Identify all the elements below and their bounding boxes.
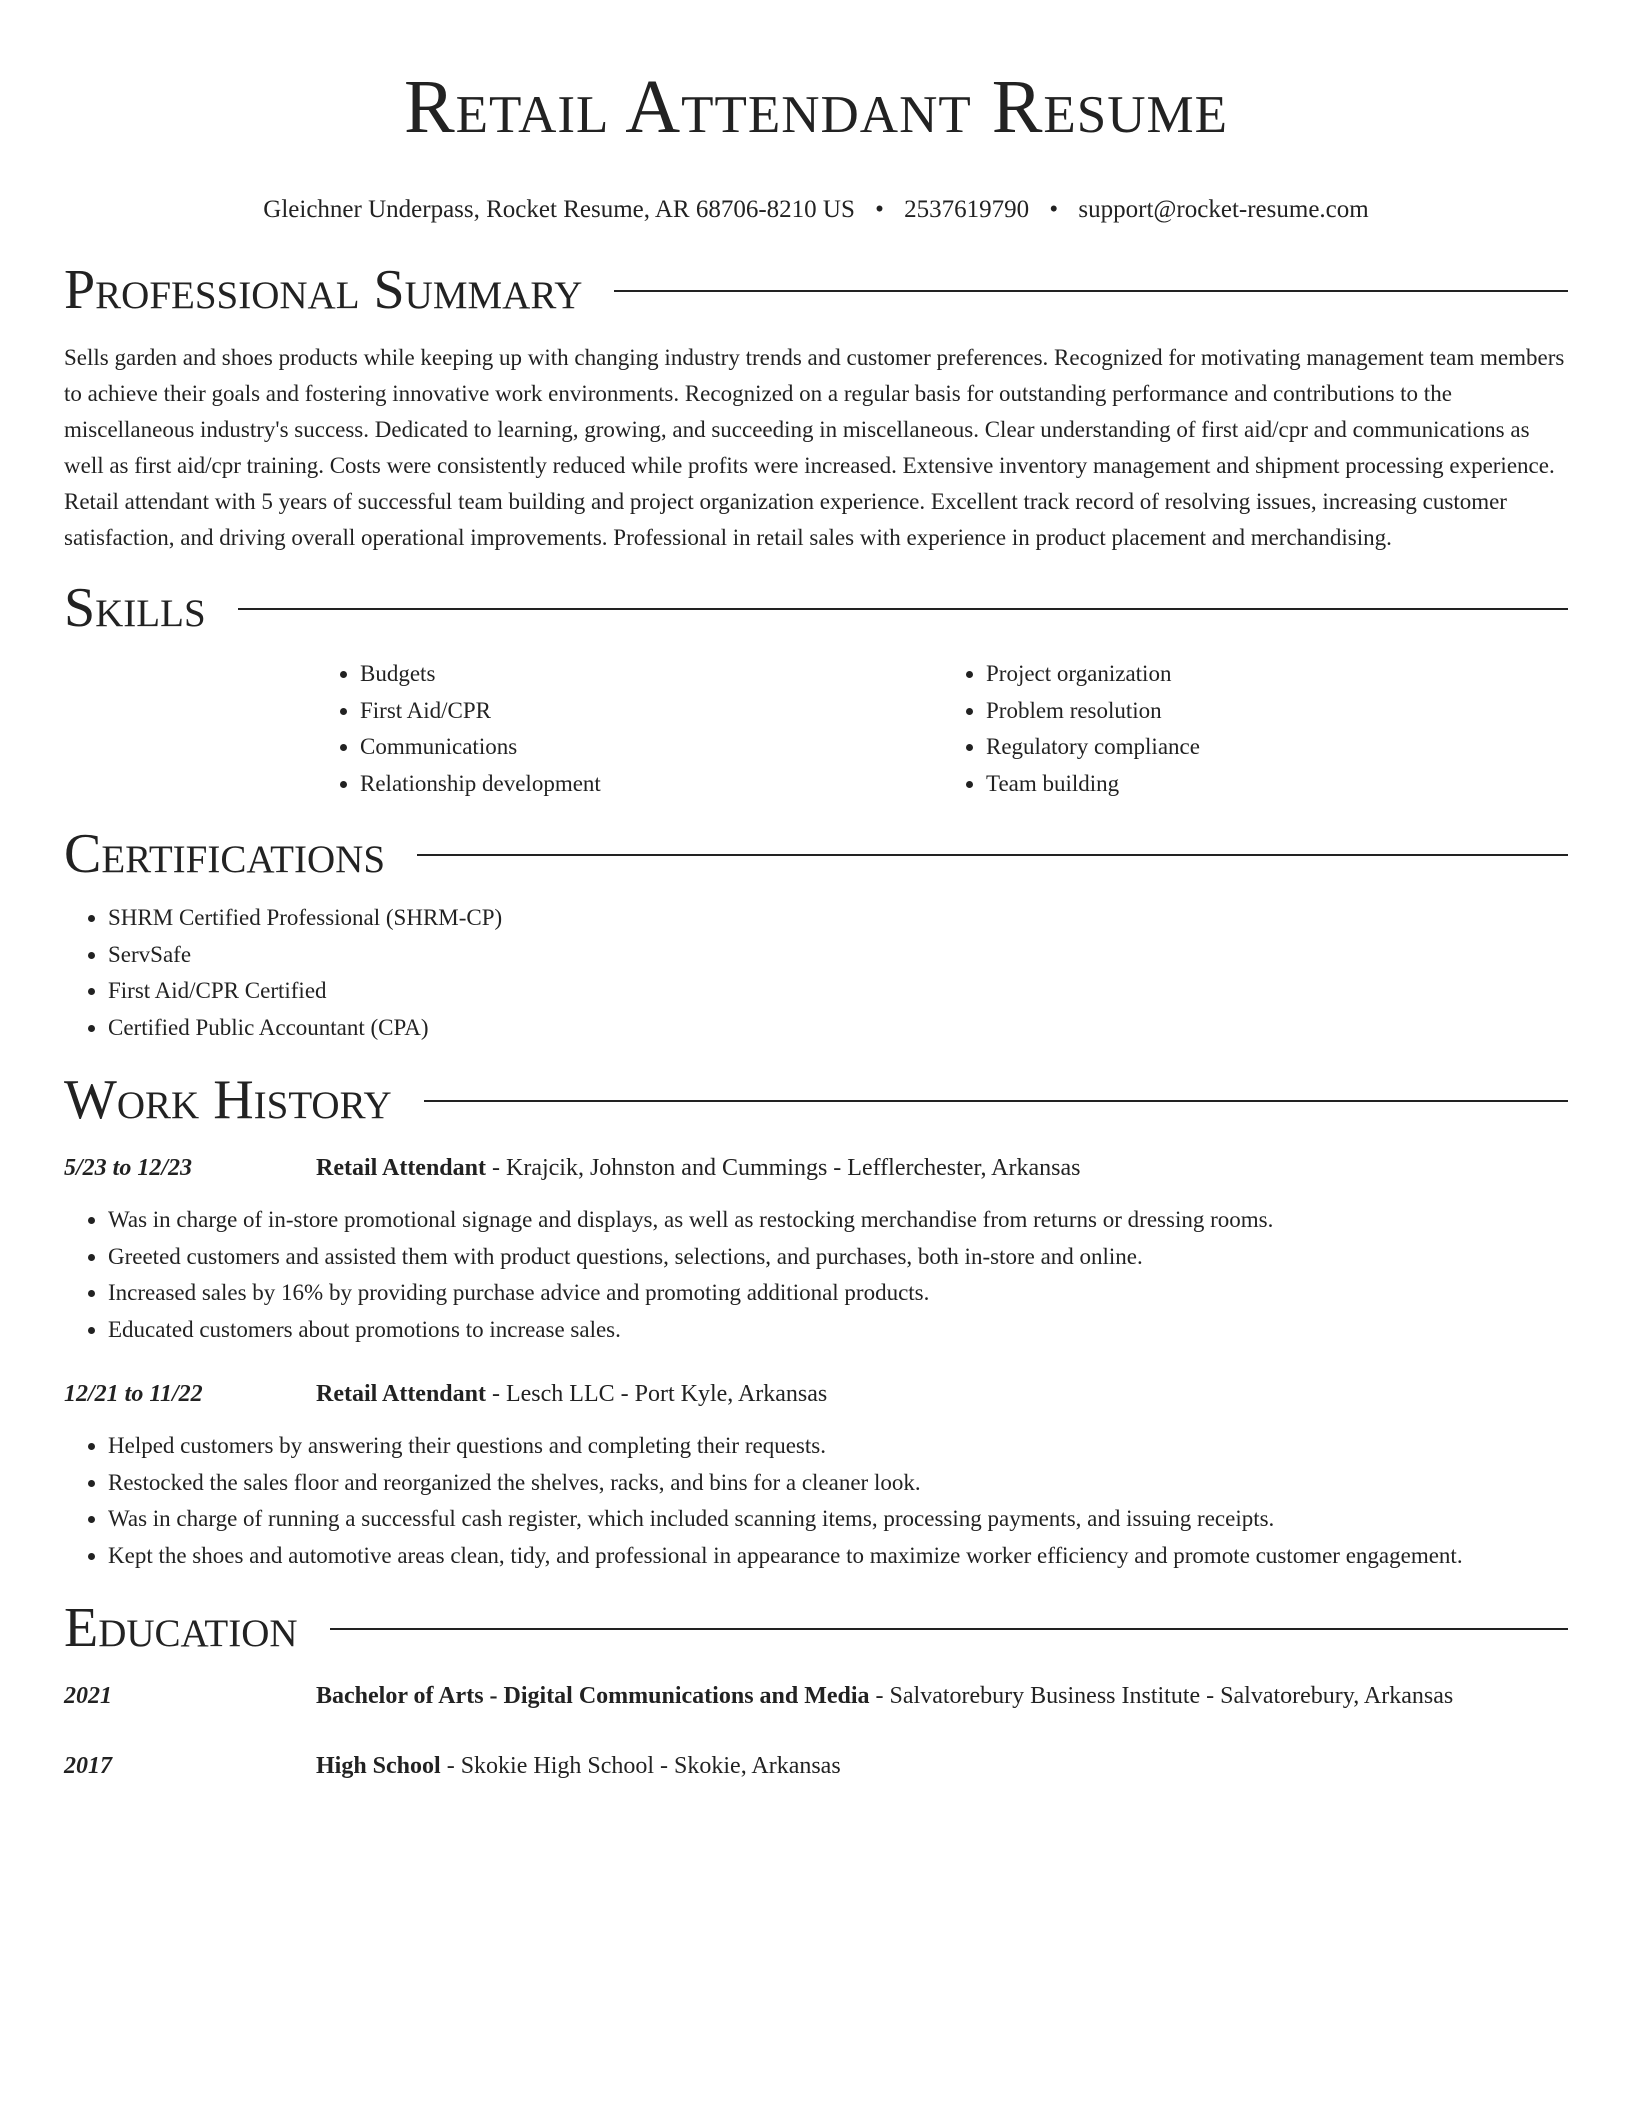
email: support@rocket-resume.com [1078, 196, 1369, 223]
education-degree: High School [316, 1753, 441, 1779]
summary-text: Sells garden and shoes products while keeping up with changing industry trends and customer preferences. Recognized for motivating management team members to achieve their goals and fostering innovative work environments. Recognized on a regular basis for outstanding performance and contributions to the miscellaneous industry's success. Dedicated to learning, growing, and succeeding in miscellaneous. Clear understanding of first aid/cpr and communications as well as first aid/cpr training. Costs were consistently reduced while profits were increased. Extensive inventory management and shipment processing experience. Retail attendant with 5 years of successful team building and project organization experience. Excellent track record of resolving issues, increasing customer satisfaction, and driving overall operational improvements. Professional in retail sales with experience in product placement and merchandising. [64, 345, 1565, 550]
job-details: - Lesch LLC - Port Kyle, Arkansas [486, 1381, 828, 1407]
education-year: 2017 [64, 1753, 112, 1779]
certification-item: • First Aid/CPR Certified [108, 973, 1568, 1010]
certifications-section-header [64, 822, 1568, 886]
certifications-heading: Certifications [64, 823, 386, 885]
job-dates: 5/23 to 12/23 [64, 1155, 193, 1181]
skills-heading: Skills [64, 577, 206, 639]
work-heading: Work History [64, 1069, 392, 1131]
skill-item: • Communications [360, 729, 942, 766]
job-bullet: • Educated customers about promotions to increase sales. [108, 1312, 1568, 1349]
job-bullet: • Greeted customers and assisted them with product questions, selections, and purchases, both in-store and online. [108, 1239, 1568, 1276]
section-divider [238, 608, 1568, 610]
summary-section-header [64, 258, 1568, 322]
job-heading [316, 1374, 1568, 1414]
work-section-header [64, 1068, 1568, 1132]
job-bullet: • Kept the shoes and automotive areas clean, tidy, and professional in appearance to maximize worker efficiency and promote customer engagement. [108, 1538, 1568, 1575]
education-heading-line [316, 1746, 1568, 1786]
education-details: - Skokie High School - Skokie, Arkansas [440, 1753, 841, 1779]
job-bullet: • Increased sales by 16% by providing purchase advice and promoting additional products. [108, 1275, 1568, 1312]
contact-separator: • [1049, 196, 1059, 223]
education-entry [64, 1746, 1568, 1786]
skills-column-right [942, 656, 1568, 802]
certification-item: • ServSafe [108, 937, 1568, 974]
job-bullets [64, 1202, 1568, 1348]
skill-item: • Project organization [986, 656, 1568, 693]
job-heading [316, 1148, 1568, 1188]
job-details: - Krajcik, Johnston and Cummings - Lefflerchester, Arkansas [486, 1155, 1081, 1181]
job-bullet: • Restocked the sales floor and reorganized the shelves, racks, and bins for a cleaner look. [108, 1465, 1568, 1502]
education-entry [64, 1676, 1568, 1716]
education-year: 2021 [64, 1683, 112, 1709]
education-heading: Education [64, 1597, 298, 1659]
job-header [64, 1148, 1568, 1188]
skill-item: • Problem resolution [986, 693, 1568, 730]
skill-item: • Budgets [360, 656, 942, 693]
summary-heading: Professional Summary [64, 259, 583, 321]
skills-column-left [316, 656, 942, 802]
education-details: - Salvatorebury Business Institute - Salvatorebury, Arkansas [869, 1683, 1454, 1709]
certifications-list [64, 900, 1568, 1046]
education-degree: Bachelor of Arts - Digital Communications and Media [316, 1683, 870, 1709]
job-title: Retail Attendant [316, 1155, 486, 1181]
job-bullets [64, 1428, 1568, 1574]
certification-item: • SHRM Certified Professional (SHRM-CP) [108, 900, 1568, 937]
skills-list [316, 656, 1568, 802]
resume-title: Retail Attendant Resume [403, 65, 1229, 149]
contact-line [64, 194, 1568, 226]
section-divider [424, 1100, 1568, 1102]
education-section-header [64, 1596, 1568, 1660]
job-entry [64, 1148, 1568, 1348]
skill-item: • Relationship development [360, 766, 942, 803]
job-bullet: • Was in charge of running a successful cash register, which included scanning items, processing payments, and issuing receipts. [108, 1501, 1568, 1538]
skills-section-header [64, 576, 1568, 640]
job-dates: 12/21 to 11/22 [64, 1381, 203, 1407]
certification-item: • Certified Public Accountant (CPA) [108, 1010, 1568, 1047]
job-entry [64, 1374, 1568, 1574]
phone: 2537619790 [904, 196, 1030, 223]
contact-separator: • [875, 196, 884, 223]
skill-item: • First Aid/CPR [360, 693, 942, 730]
section-divider [614, 290, 1568, 292]
section-divider [330, 1628, 1568, 1630]
skill-item: • Team building [986, 766, 1568, 803]
job-bullet: • Was in charge of in-store promotional signage and displays, as well as restocking merchandise from returns or dressing rooms. [108, 1202, 1568, 1239]
education-heading-line [316, 1676, 1568, 1716]
section-divider [417, 854, 1568, 856]
job-title: Retail Attendant [316, 1381, 486, 1407]
address: Gleichner Underpass, Rocket Resume, AR 68706-8210 US [263, 196, 855, 223]
job-bullet: • Helped customers by answering their questions and completing their requests. [108, 1428, 1568, 1465]
job-header [64, 1374, 1568, 1414]
skill-item: • Regulatory compliance [986, 729, 1568, 766]
